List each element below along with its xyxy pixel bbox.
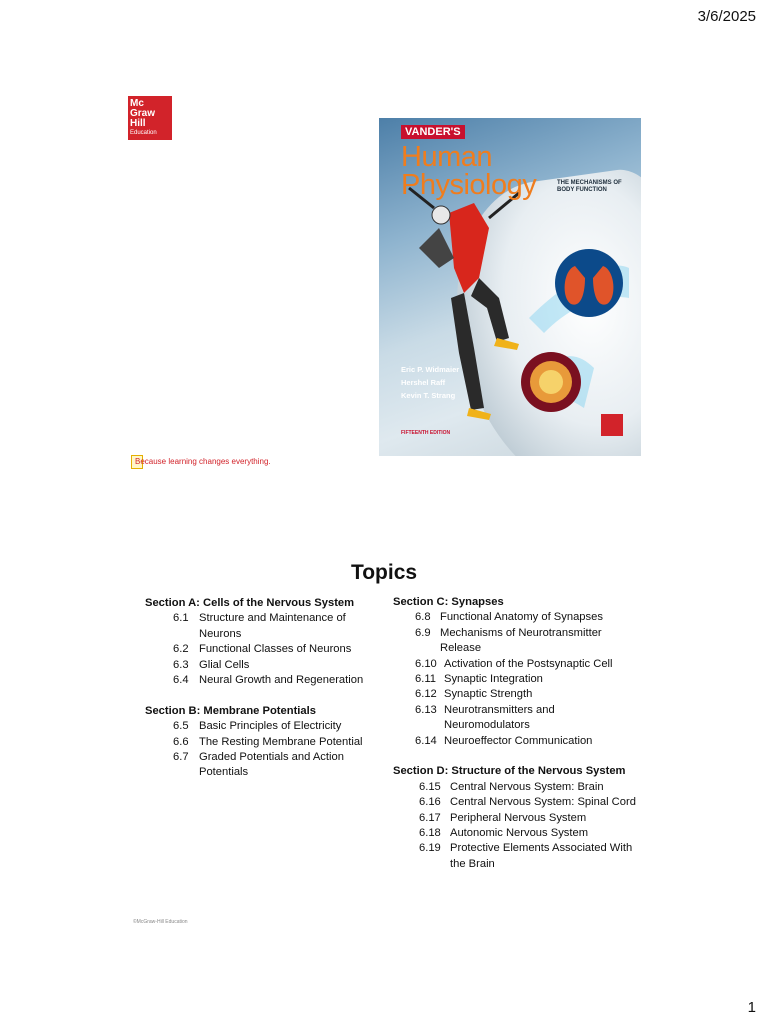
book-edition: FIFTEENTH EDITION [401,430,451,436]
topic-item: 6.9 Mechanisms of Neurotransmitter Release [415,626,602,655]
book-cover-image [379,118,641,456]
topic-item: 6.12 Synaptic Strength [415,688,533,701]
book-title-line2: Physiology [401,169,537,201]
topic-item: 6.16 Central Nervous System: Spinal Cord [419,796,636,809]
section-heading: Section C: Synapses [393,596,504,608]
section-heading: Section D: Structure of the Nervous System [393,765,626,778]
section-heading: Section A: Cells of the Nervous System [145,597,355,609]
topic-item: 6.19 Protective Elements Associated With the Brain [419,842,633,870]
topics-heading: Topics [350,561,418,584]
topic-item: 6.17 Peripheral Nervous System [419,811,587,824]
section-heading: Section B: Membrane Potentials [145,704,316,717]
topic-item: 6.2 Functional Classes of Neurons [173,643,352,656]
topic-item: 6.14 Neuroeffector Communication [415,734,593,747]
topic-item: 6.11 Synaptic Integration [415,673,543,686]
topic-item: 6.10 Activation of the Postsynaptic Cell [415,657,613,670]
print-date: 3/6/2025 [697,8,756,25]
topic-item: 6.6 The Resting Membrane Potential [173,735,363,748]
topic-item: 6.3 Glial Cells [173,658,250,671]
book-series-label: VANDER'S [401,125,465,139]
publisher-logo: Mc Graw Hill Education [128,96,172,140]
topics-left-column [145,596,385,781]
topic-item: 6.18 Autonomic Nervous System [419,827,589,840]
topics-right-column [393,595,643,872]
topic-item: 6.7 Graded Potentials and Action Potentials [173,751,344,779]
topic-item: 6.8 Functional Anatomy of Synapses [415,611,603,624]
page-number: 1 [747,999,756,1016]
topic-item: 6.5 Basic Principles of Electricity [173,720,342,733]
topic-item: 6.1 Structure and Maintenance of Neurons [173,612,346,640]
topic-item: 6.4 Neural Growth and Regeneration [173,674,364,687]
book-title-line1: Human [401,141,492,173]
copyright-notice: ©McGraw-Hill Education [133,919,188,925]
topic-item: 6.15 Central Nervous System: Brain [419,780,604,793]
tagline: Because learning changes everything. [131,455,271,469]
topic-item: 6.13 Neurotransmitters and Neuromodulators [415,703,555,732]
book-subtitle: THE MECHANISMS OF BODY FUNCTION [557,180,622,193]
cover-publisher-logo [601,414,623,436]
book-authors: Eric P. Widmaier Hershel Raff Kevin T. Strang [401,365,460,400]
